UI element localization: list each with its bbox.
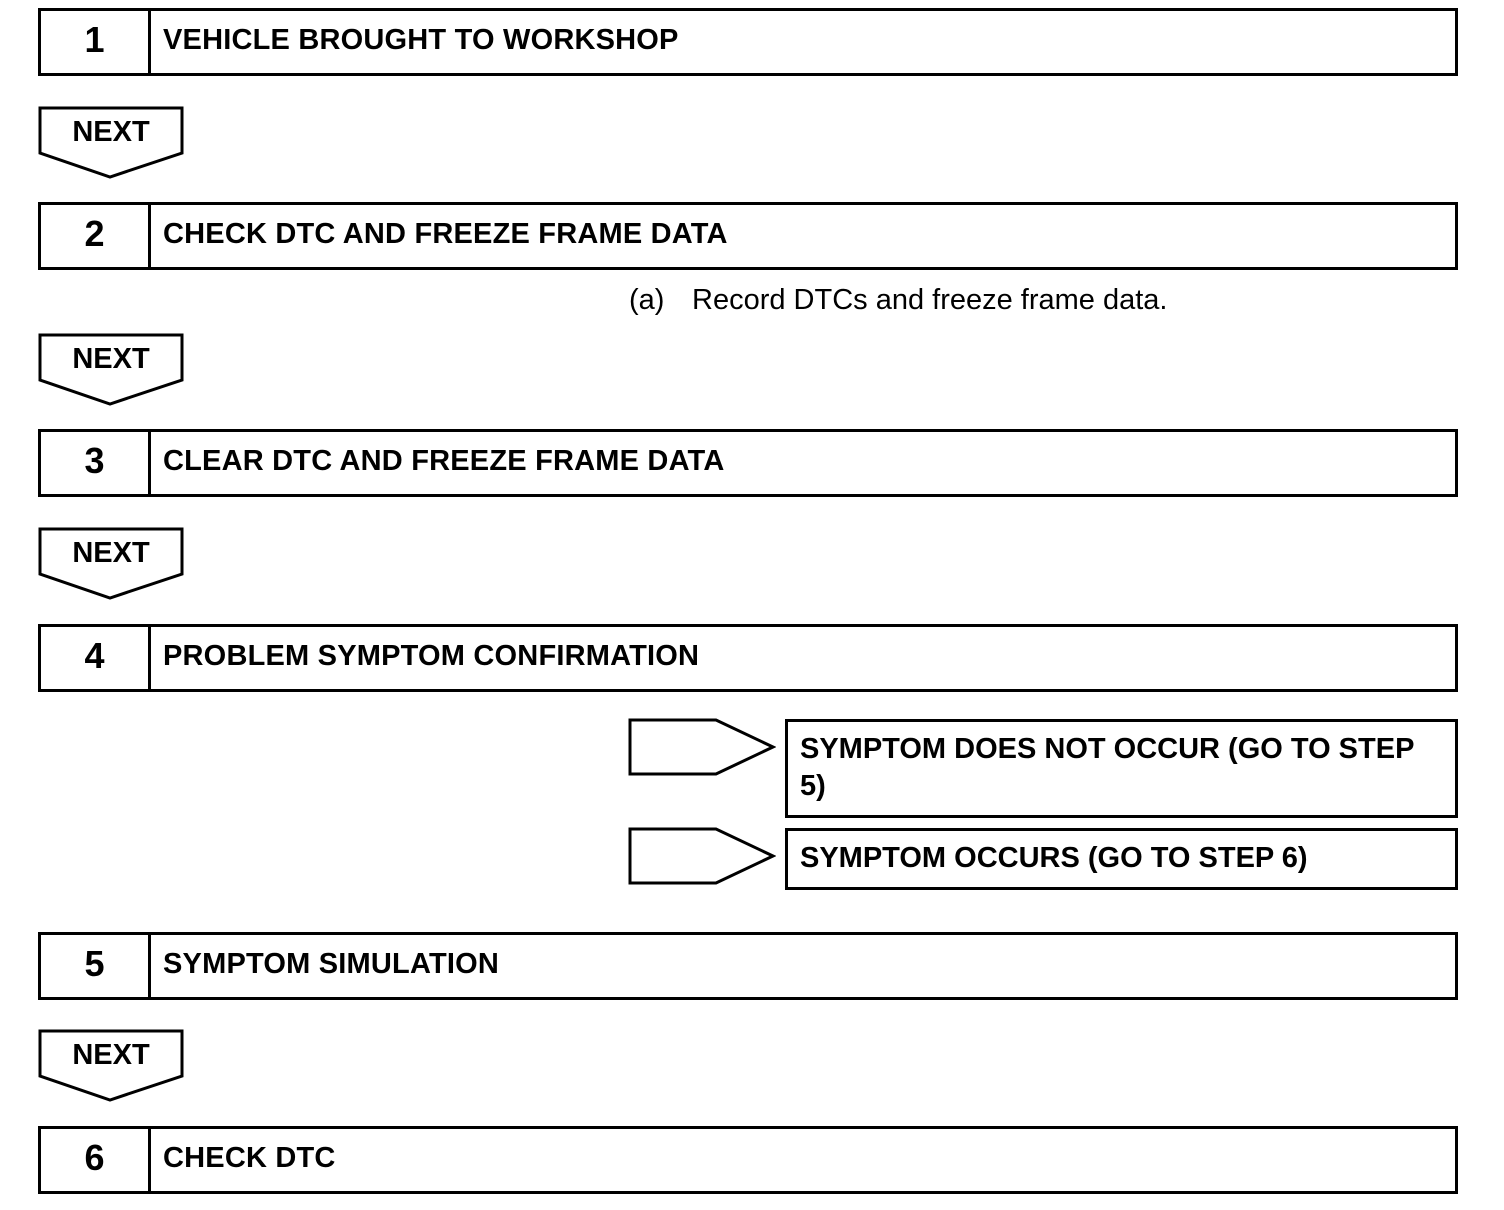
step-title: PROBLEM SYMPTOM CONFIRMATION: [163, 639, 700, 672]
step-2-box: [38, 202, 1458, 270]
step-6-box: [38, 1126, 1458, 1194]
branch-arrow-icon: [628, 827, 776, 885]
result-symptom-not-occur: [785, 719, 1458, 818]
branch-arrow-icon: [628, 718, 776, 776]
step-number: 4: [41, 627, 151, 689]
next-label: NEXT: [72, 537, 150, 569]
next-button[interactable]: [38, 527, 184, 601]
step-title: CHECK DTC: [163, 1141, 336, 1174]
next-label: NEXT: [72, 116, 150, 148]
step-number: 3: [41, 432, 151, 494]
step-2-note: [629, 284, 1167, 317]
note-text: Record DTCs and freeze frame data.: [692, 284, 1168, 316]
step-title: CHECK DTC AND FREEZE FRAME DATA: [163, 217, 728, 250]
next-label: NEXT: [72, 343, 150, 375]
result-symptom-occurs: [785, 828, 1458, 890]
step-1-box: [38, 8, 1458, 76]
step-number: 1: [41, 11, 151, 73]
next-button[interactable]: [38, 333, 184, 407]
step-title: SYMPTOM SIMULATION: [163, 947, 500, 980]
step-4-box: [38, 624, 1458, 692]
next-label: NEXT: [72, 1039, 150, 1071]
step-number: 6: [41, 1129, 151, 1191]
step-number: 2: [41, 205, 151, 267]
result-label: SYMPTOM OCCURS (GO TO STEP 6): [800, 842, 1308, 874]
next-button[interactable]: [38, 106, 184, 180]
step-5-box: [38, 932, 1458, 1000]
result-label: SYMPTOM DOES NOT OCCUR (GO TO STEP 5): [800, 733, 1414, 802]
step-title: CLEAR DTC AND FREEZE FRAME DATA: [163, 444, 725, 477]
note-marker: (a): [629, 284, 665, 316]
next-button[interactable]: [38, 1029, 184, 1103]
step-title: VEHICLE BROUGHT TO WORKSHOP: [163, 23, 679, 56]
step-3-box: [38, 429, 1458, 497]
step-number: 5: [41, 935, 151, 997]
